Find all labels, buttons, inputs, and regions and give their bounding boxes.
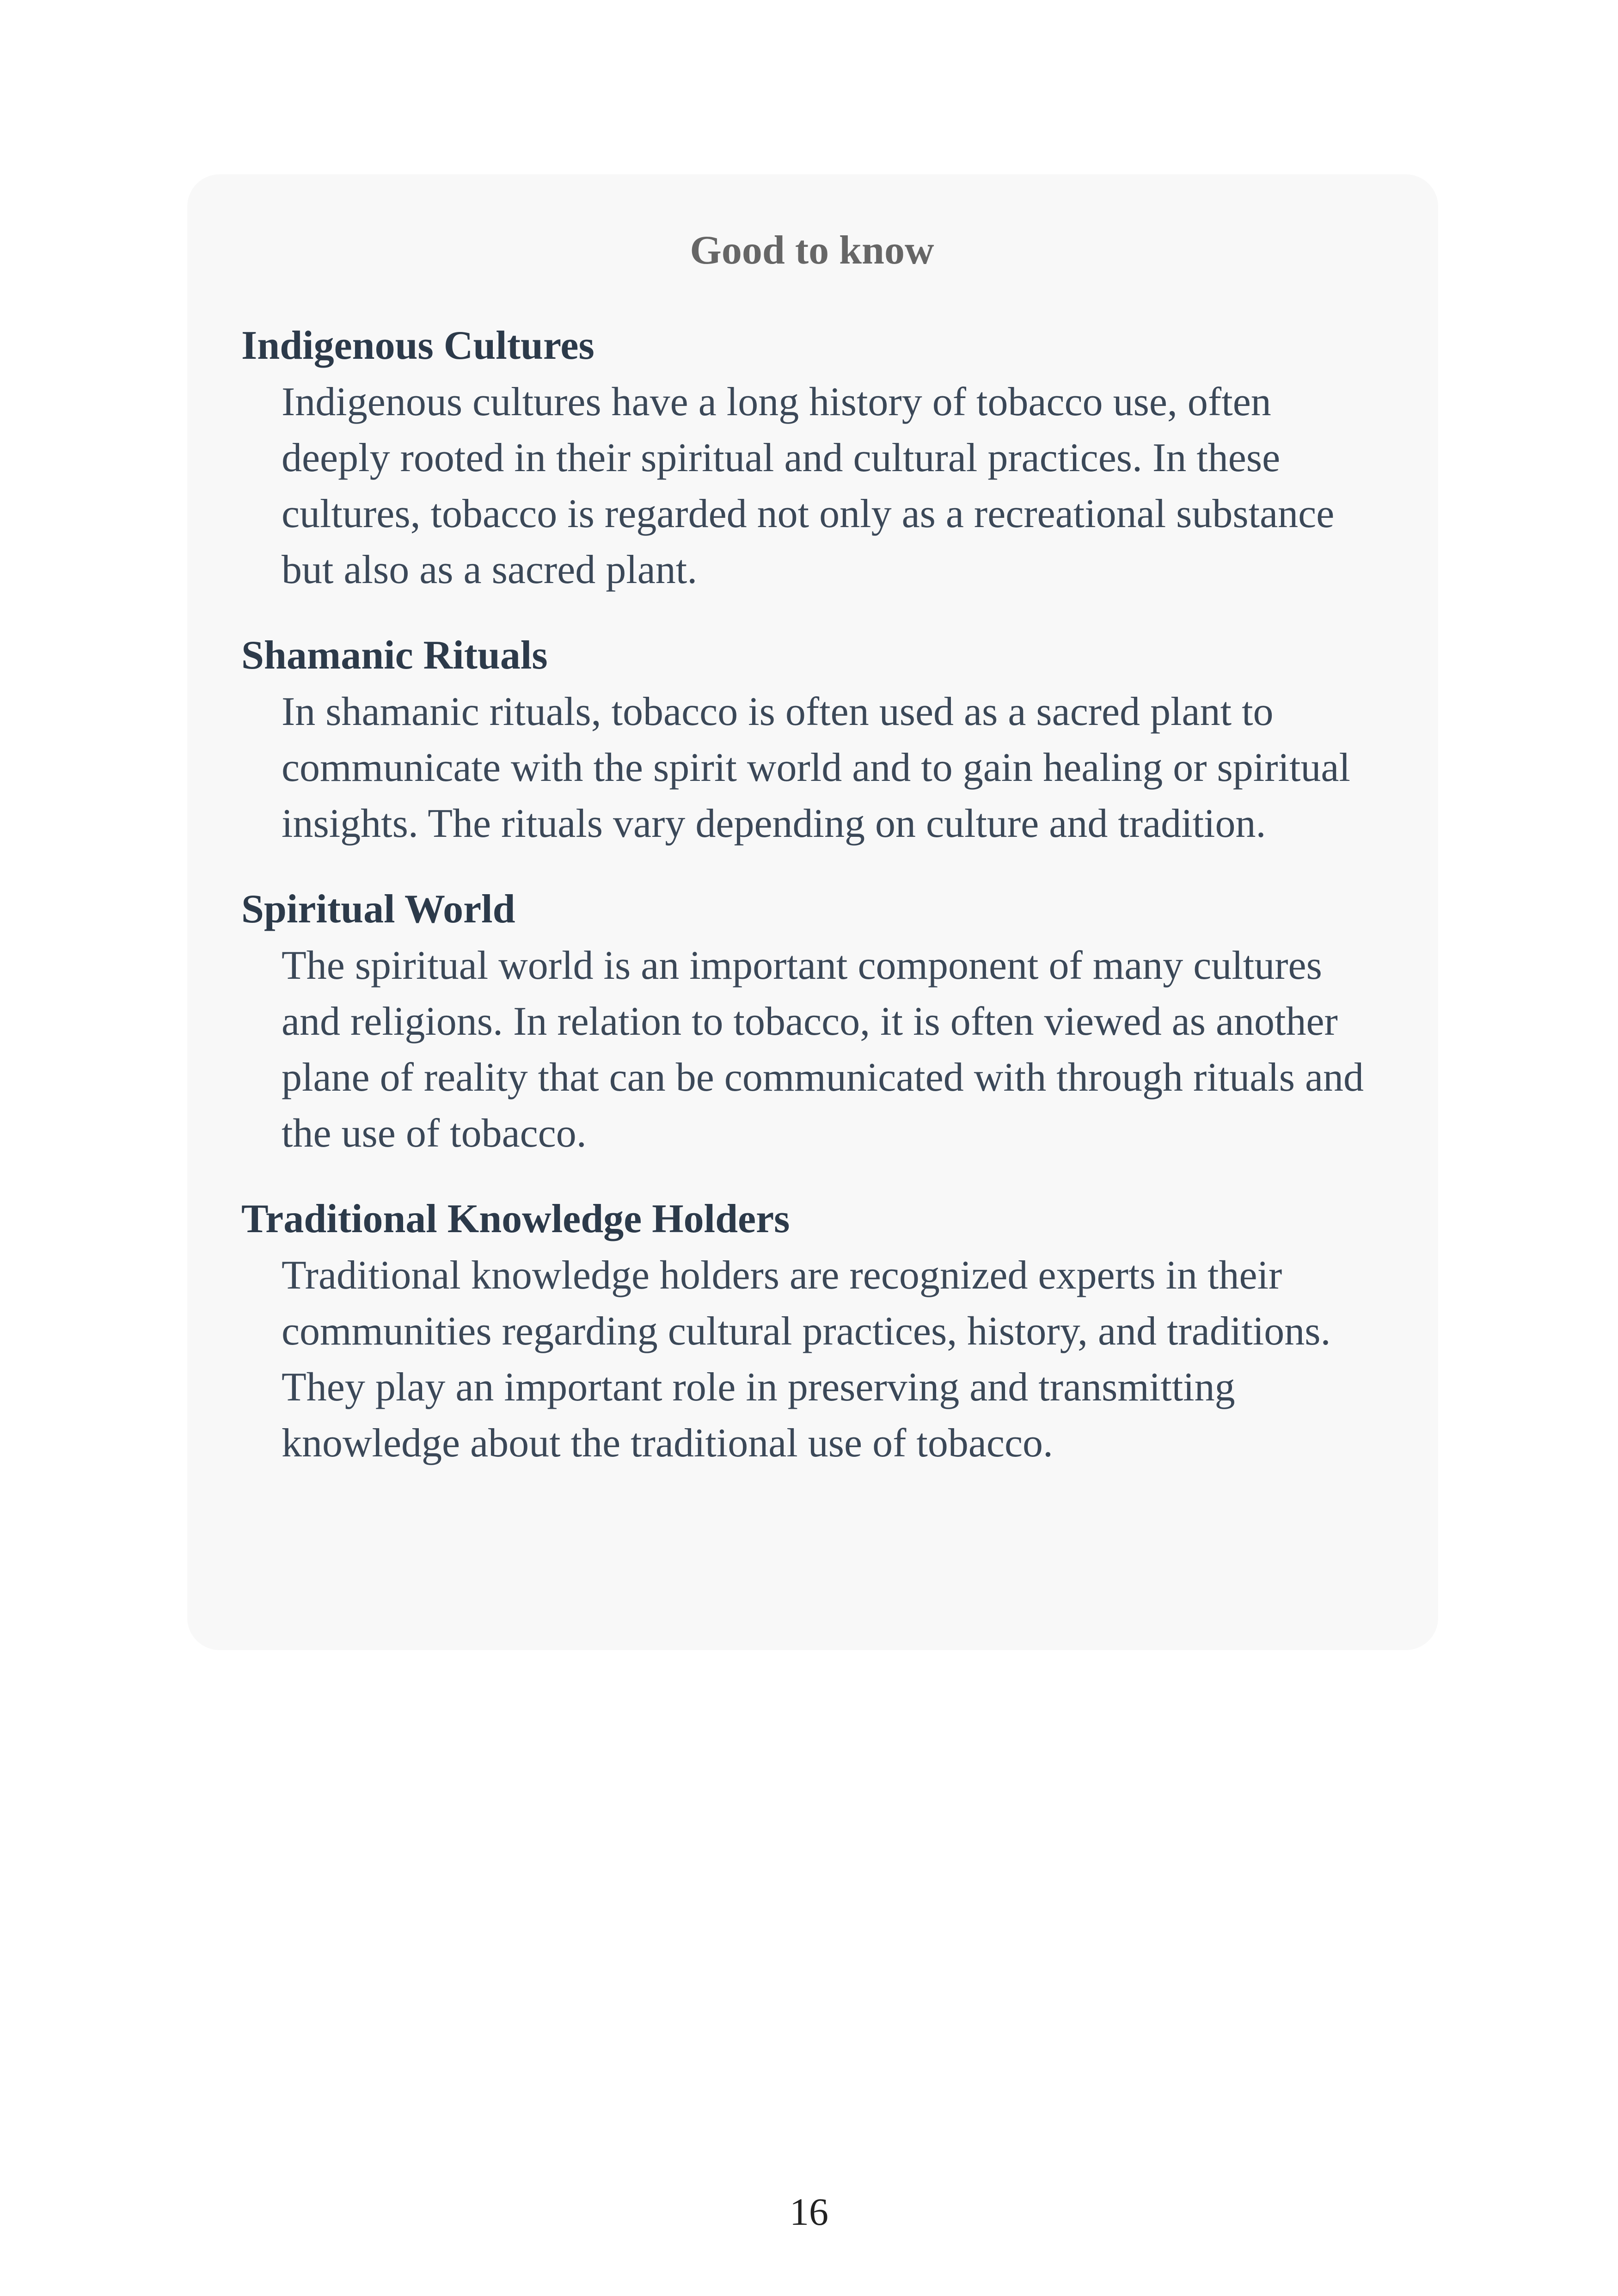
term-definition: The spiritual world is an important component of many cultures and religions. In relation to tobacco, it is often viewed as another plane of reality that can be communicated with through rituals and the use of tobacco. (282, 943, 1364, 1156)
term-indigenous-cultures (241, 318, 1383, 598)
term-definition: Traditional knowledge holders are recognized experts in their communities regarding cultural practices, history, and traditions. They play an important role in preserving and transmitting knowledge about the traditional use of tobacco. (282, 1253, 1331, 1466)
term-heading: Spiritual World (241, 887, 515, 932)
box-title: Good to know (690, 228, 934, 273)
term-definition: In shamanic rituals, tobacco is often used as a sacred plant to communicate with the spirit world and to gain healing or spiritual insights. The rituals vary depending on culture and tradition. (282, 689, 1350, 846)
term-heading: Indigenous Cultures (241, 323, 594, 368)
page-number: 16 (790, 2191, 828, 2234)
term-spiritual-world (241, 881, 1383, 1161)
good-to-know-box (187, 174, 1438, 1650)
term-heading: Traditional Knowledge Holders (241, 1197, 790, 1241)
term-definition: Indigenous cultures have a long history of tobacco use, often deeply rooted in their spiritual and cultural practices. In these cultures, tobacco is regarded not only as a recreational substance but also as a sacred plant. (282, 380, 1335, 592)
term-heading: Shamanic Rituals (241, 633, 548, 678)
term-traditional-knowledge-holders (241, 1191, 1383, 1471)
term-shamanic-rituals (241, 627, 1383, 852)
